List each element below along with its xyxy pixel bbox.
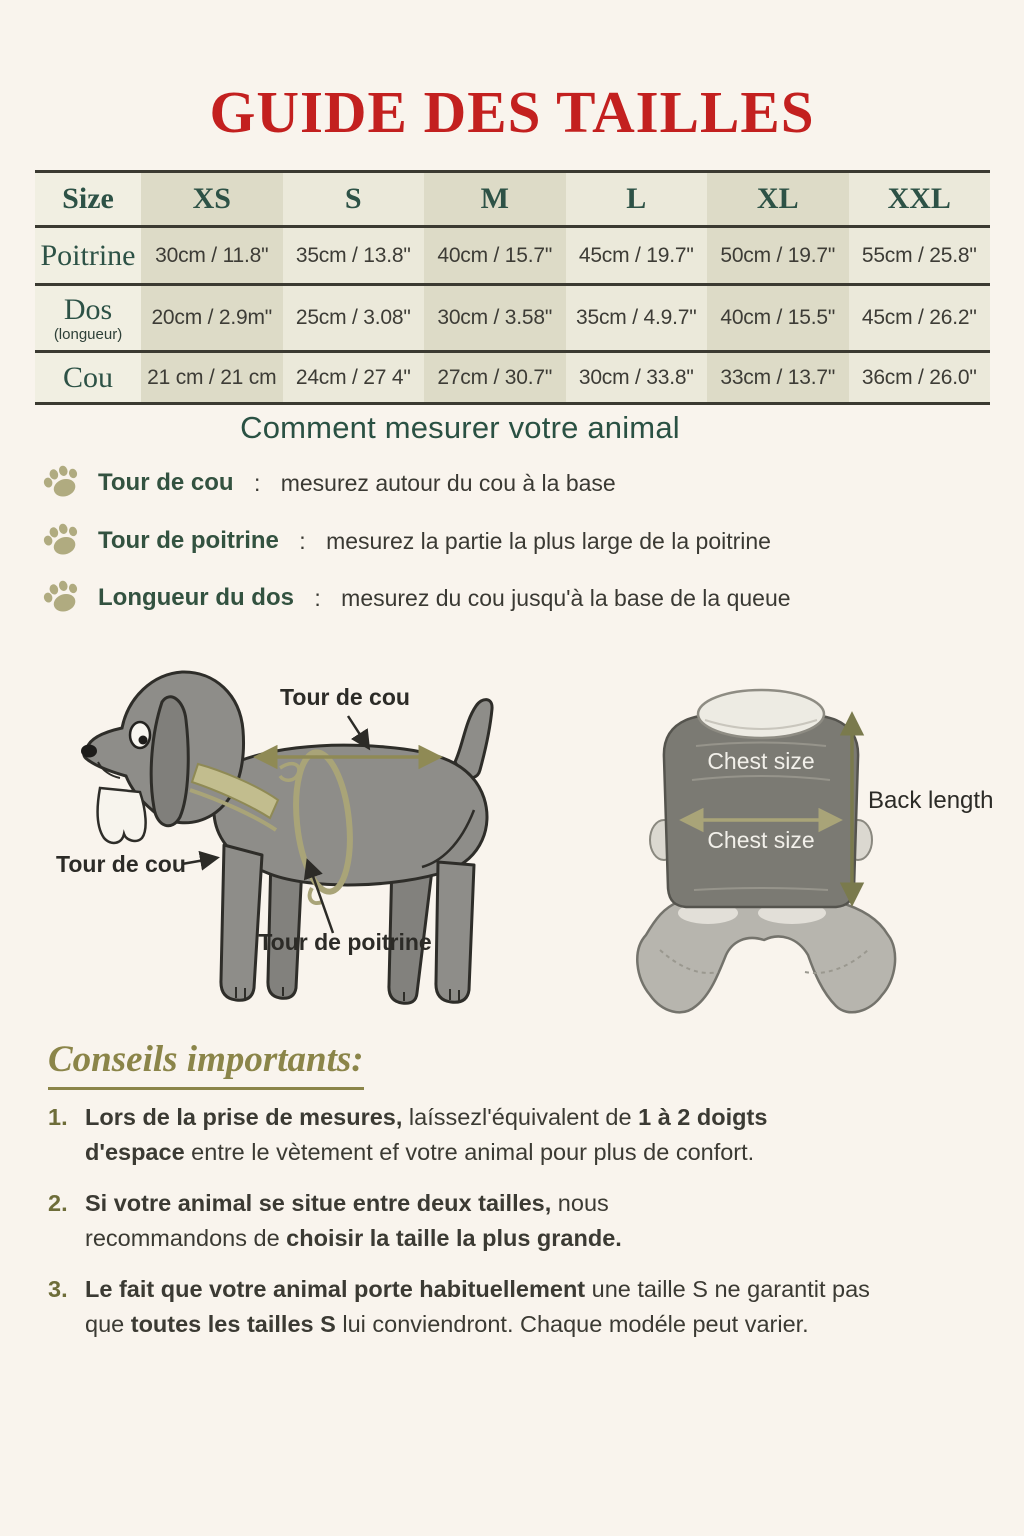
garment-measurement-diagram <box>600 650 1024 1050</box>
table-cell: 35cm / 13.8" <box>295 243 411 267</box>
measure-section-heading: Comment mesurer votre animal <box>240 410 680 445</box>
garment-label-back-length: Back length <box>868 787 994 814</box>
table-row-dos <box>35 285 990 352</box>
tip-line: Le fait que votre animal porte habituellement une taille S ne garantit pas <box>85 1276 870 1302</box>
tip-line: Lors de la prise de mesures, laíssezl'équivalent de 1 à 2 doigts <box>85 1104 768 1130</box>
table-cell: 45cm / 19.7" <box>578 243 694 267</box>
dog-label-chest: Tour de poitrine <box>258 929 432 955</box>
measure-bullet-back <box>42 579 791 617</box>
table-cell: 50cm / 19.7" <box>720 243 836 267</box>
table-cell: 55cm / 25.8" <box>861 243 977 267</box>
bullet-separator: : <box>292 527 313 554</box>
table-cell: 45cm / 26.2" <box>861 306 977 329</box>
tip-text <box>48 1272 983 1342</box>
bullet-label: Longueur du dos <box>98 584 294 611</box>
dog-label-neck-left: Tour de cou <box>56 851 186 877</box>
row-label-dos-main: Dos <box>63 292 113 326</box>
table-cell: 25cm / 3.08" <box>295 306 411 329</box>
tip-text <box>48 1100 983 1170</box>
bullet-description: mesurez la partie la plus large de la poitrine <box>326 527 771 554</box>
neck-left-pointer-arrow <box>182 858 216 864</box>
tip-number: 2. <box>48 1190 68 1216</box>
table-cell: 20cm / 2.9m" <box>151 306 273 329</box>
tips-heading: Conseils importants: <box>48 1038 364 1090</box>
bullet-label: Tour de cou <box>98 469 234 496</box>
bullet-description: mesurez du cou jusqu'à la base de la queue <box>341 584 791 611</box>
tip-item-3 <box>48 1272 983 1342</box>
garment-label-chest-top: Chest size <box>707 748 815 774</box>
tip-line: recommandons de choisir la taille la plus grande. <box>85 1225 622 1251</box>
bullet-separator: : <box>307 584 328 611</box>
dog-label-neck-top: Tour de cou <box>280 684 410 710</box>
header-cell-size: Size <box>62 182 114 215</box>
table-cell: 30cm / 3.58" <box>437 306 553 329</box>
table-cell: 36cm / 26.0" <box>861 365 977 389</box>
dog-measurement-diagram <box>40 650 600 1050</box>
bullet-label: Tour de poitrine <box>98 527 279 554</box>
row-label-dos <box>35 285 141 352</box>
table-row-cou <box>35 352 990 404</box>
header-cell-xs: XS <box>192 182 231 215</box>
tip-item-2 <box>48 1186 983 1256</box>
table-cell: 21 cm / 21 cm <box>147 365 277 389</box>
table-cell: 24cm / 27 4" <box>295 365 411 389</box>
size-table <box>35 170 990 405</box>
measure-bullet-chest <box>42 522 771 560</box>
garment-label-chest-mid: Chest size <box>707 827 815 853</box>
header-cell-s: S <box>344 182 362 215</box>
table-cell: 35cm / 4.9.7" <box>576 306 697 329</box>
tip-line: que toutes les tailles S lui conviendront. Chaque modéle peut varier. <box>85 1311 809 1337</box>
paw-icon <box>42 579 84 617</box>
table-cell: 33cm / 13.7" <box>720 365 836 389</box>
paw-icon <box>42 464 84 502</box>
table-cell: 30cm / 11.8" <box>155 243 269 267</box>
tip-item-1 <box>48 1100 983 1170</box>
row-label-poitrine: Poitrine <box>40 238 136 272</box>
header-cell-xxl: XXL <box>887 182 951 215</box>
table-header-row <box>35 172 990 227</box>
row-label-dos-sub: (longueur) <box>53 325 123 343</box>
header-cell-xl: XL <box>756 182 799 215</box>
row-label-cou: Cou <box>62 360 113 394</box>
table-row-poitrine <box>35 227 990 285</box>
table-cell: 40cm / 15.7" <box>437 243 553 267</box>
measure-bullet-neck <box>42 464 616 502</box>
page-title: GUIDE DES TAILLES <box>209 79 815 145</box>
header-cell-l: L <box>626 182 647 215</box>
neck-top-pointer-arrow <box>348 716 368 747</box>
table-cell: 30cm / 33.8" <box>578 365 694 389</box>
tip-text <box>48 1186 983 1256</box>
tip-number: 1. <box>48 1104 68 1130</box>
table-cell: 40cm / 15.5" <box>720 306 836 329</box>
bullet-separator: : <box>247 469 267 496</box>
tip-line: Si votre animal se situe entre deux tailles, nous <box>85 1190 609 1216</box>
paw-icon <box>42 522 84 560</box>
header-cell-m: M <box>480 182 509 215</box>
table-cell: 27cm / 30.7" <box>437 365 553 389</box>
tip-number: 3. <box>48 1276 68 1302</box>
tip-line: d'espace entre le vètement ef votre animal pour plus de confort. <box>85 1139 755 1165</box>
bullet-description: mesurez autour du cou à la base <box>280 469 616 496</box>
